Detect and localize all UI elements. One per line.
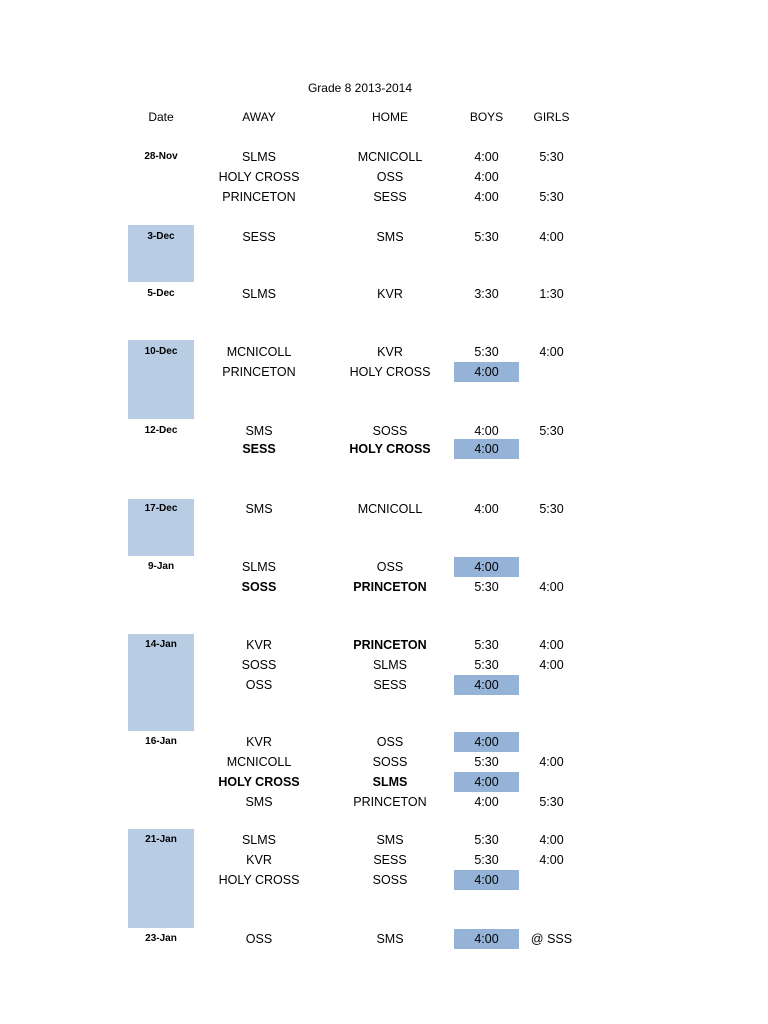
boys-time: 4:00 <box>474 150 499 164</box>
away-team: OSS <box>245 932 273 946</box>
date-cell: 17-Dec <box>144 503 178 514</box>
away-team: SOSS <box>241 580 277 594</box>
home-team: SESS <box>373 853 407 867</box>
away-team: SLMS <box>241 833 277 847</box>
date-cell: 3-Dec <box>147 231 175 242</box>
away-team: PRINCETON <box>222 365 296 379</box>
girls-time: 5:30 <box>539 795 564 809</box>
home-team: KVR <box>377 345 403 359</box>
boys-time: 5:30 <box>474 833 499 847</box>
away-team: MCNICOLL <box>226 345 292 359</box>
boys-time: 3:30 <box>474 287 499 301</box>
boys-time: 4:00 <box>454 557 519 577</box>
date-cell: 23-Jan <box>145 933 177 944</box>
boys-time: 4:00 <box>454 929 519 949</box>
boys-time: 4:00 <box>454 732 519 752</box>
girls-time: 4:00 <box>539 638 564 652</box>
girls-time: 4:00 <box>539 755 564 769</box>
date-cell: 21-Jan <box>145 834 177 845</box>
home-team: PRINCETON <box>353 638 427 652</box>
date-cell: 16-Jan <box>145 736 177 747</box>
girls-time: 5:30 <box>539 502 564 516</box>
home-team: SOSS <box>372 755 408 769</box>
boys-time: 4:00 <box>454 870 519 890</box>
boys-time: 5:30 <box>474 853 499 867</box>
away-team: SOSS <box>241 658 277 672</box>
home-team: SOSS <box>372 873 408 887</box>
away-team: HOLY CROSS <box>218 170 300 184</box>
home-team: SLMS <box>372 658 408 672</box>
girls-time: @ SSS <box>530 932 573 946</box>
away-team: MCNICOLL <box>226 755 292 769</box>
away-team: SLMS <box>241 287 277 301</box>
girls-time: 4:00 <box>539 853 564 867</box>
boys-time: 5:30 <box>474 638 499 652</box>
boys-time: 4:00 <box>474 502 499 516</box>
girls-time: 5:30 <box>539 150 564 164</box>
boys-time: 4:00 <box>454 772 519 792</box>
home-team: SESS <box>373 678 407 692</box>
home-team: KVR <box>377 287 403 301</box>
boys-time: 5:30 <box>474 658 499 672</box>
boys-time: 4:00 <box>454 362 519 382</box>
home-team: SMS <box>376 230 404 244</box>
away-team: SMS <box>245 502 273 516</box>
girls-time: 5:30 <box>539 190 564 204</box>
girls-time: 4:00 <box>539 345 564 359</box>
boys-time: 5:30 <box>474 345 499 359</box>
header-girls: GIRLS <box>533 110 570 124</box>
away-team: SESS <box>242 442 276 456</box>
home-team: MCNICOLL <box>357 150 423 164</box>
away-team: OSS <box>245 678 273 692</box>
boys-time: 4:00 <box>474 170 499 184</box>
date-cell: 14-Jan <box>145 639 177 650</box>
date-cell: 9-Jan <box>147 561 175 572</box>
away-team: KVR <box>246 735 272 749</box>
away-team: KVR <box>246 638 272 652</box>
home-team: SESS <box>373 190 407 204</box>
home-team: SMS <box>376 833 404 847</box>
home-team: PRINCETON <box>353 580 427 594</box>
away-team: SMS <box>245 795 273 809</box>
home-team: HOLY CROSS <box>349 365 431 379</box>
girls-time: 4:00 <box>539 580 564 594</box>
header-home: HOME <box>372 110 408 124</box>
girls-time: 4:00 <box>539 833 564 847</box>
boys-time: 4:00 <box>474 424 499 438</box>
away-team: SLMS <box>241 150 277 164</box>
boys-time: 4:00 <box>454 675 519 695</box>
away-team: SMS <box>245 424 273 438</box>
home-team: SMS <box>376 932 404 946</box>
home-team: OSS <box>376 560 404 574</box>
header-boys: BOYS <box>469 110 504 124</box>
header-date: Date <box>148 110 174 124</box>
boys-time: 4:00 <box>474 190 499 204</box>
boys-time: 5:30 <box>474 755 499 769</box>
away-team: KVR <box>246 853 272 867</box>
away-team: SESS <box>242 230 276 244</box>
home-team: MCNICOLL <box>357 502 423 516</box>
girls-time: 4:00 <box>539 230 564 244</box>
boys-time: 5:30 <box>474 580 499 594</box>
boys-time: 5:30 <box>474 230 499 244</box>
date-cell: 5-Dec <box>147 288 175 299</box>
header-away: AWAY <box>242 110 276 124</box>
date-cell: 12-Dec <box>144 425 178 436</box>
away-team: HOLY CROSS <box>218 873 300 887</box>
home-team: HOLY CROSS <box>349 442 431 456</box>
home-team: SOSS <box>372 424 408 438</box>
home-team: PRINCETON <box>353 795 427 809</box>
home-team: SLMS <box>372 775 408 789</box>
date-cell: 28-Nov <box>144 151 178 162</box>
home-team: OSS <box>376 735 404 749</box>
page-title: Grade 8 2013-2014 <box>307 81 413 95</box>
date-cell: 10-Dec <box>144 346 178 357</box>
boys-time: 4:00 <box>454 439 519 459</box>
away-team: HOLY CROSS <box>218 775 300 789</box>
away-team: SLMS <box>241 560 277 574</box>
girls-time: 5:30 <box>539 424 564 438</box>
girls-time: 4:00 <box>539 658 564 672</box>
boys-time: 4:00 <box>474 795 499 809</box>
away-team: PRINCETON <box>222 190 296 204</box>
home-team: OSS <box>376 170 404 184</box>
girls-time: 1:30 <box>539 287 564 301</box>
